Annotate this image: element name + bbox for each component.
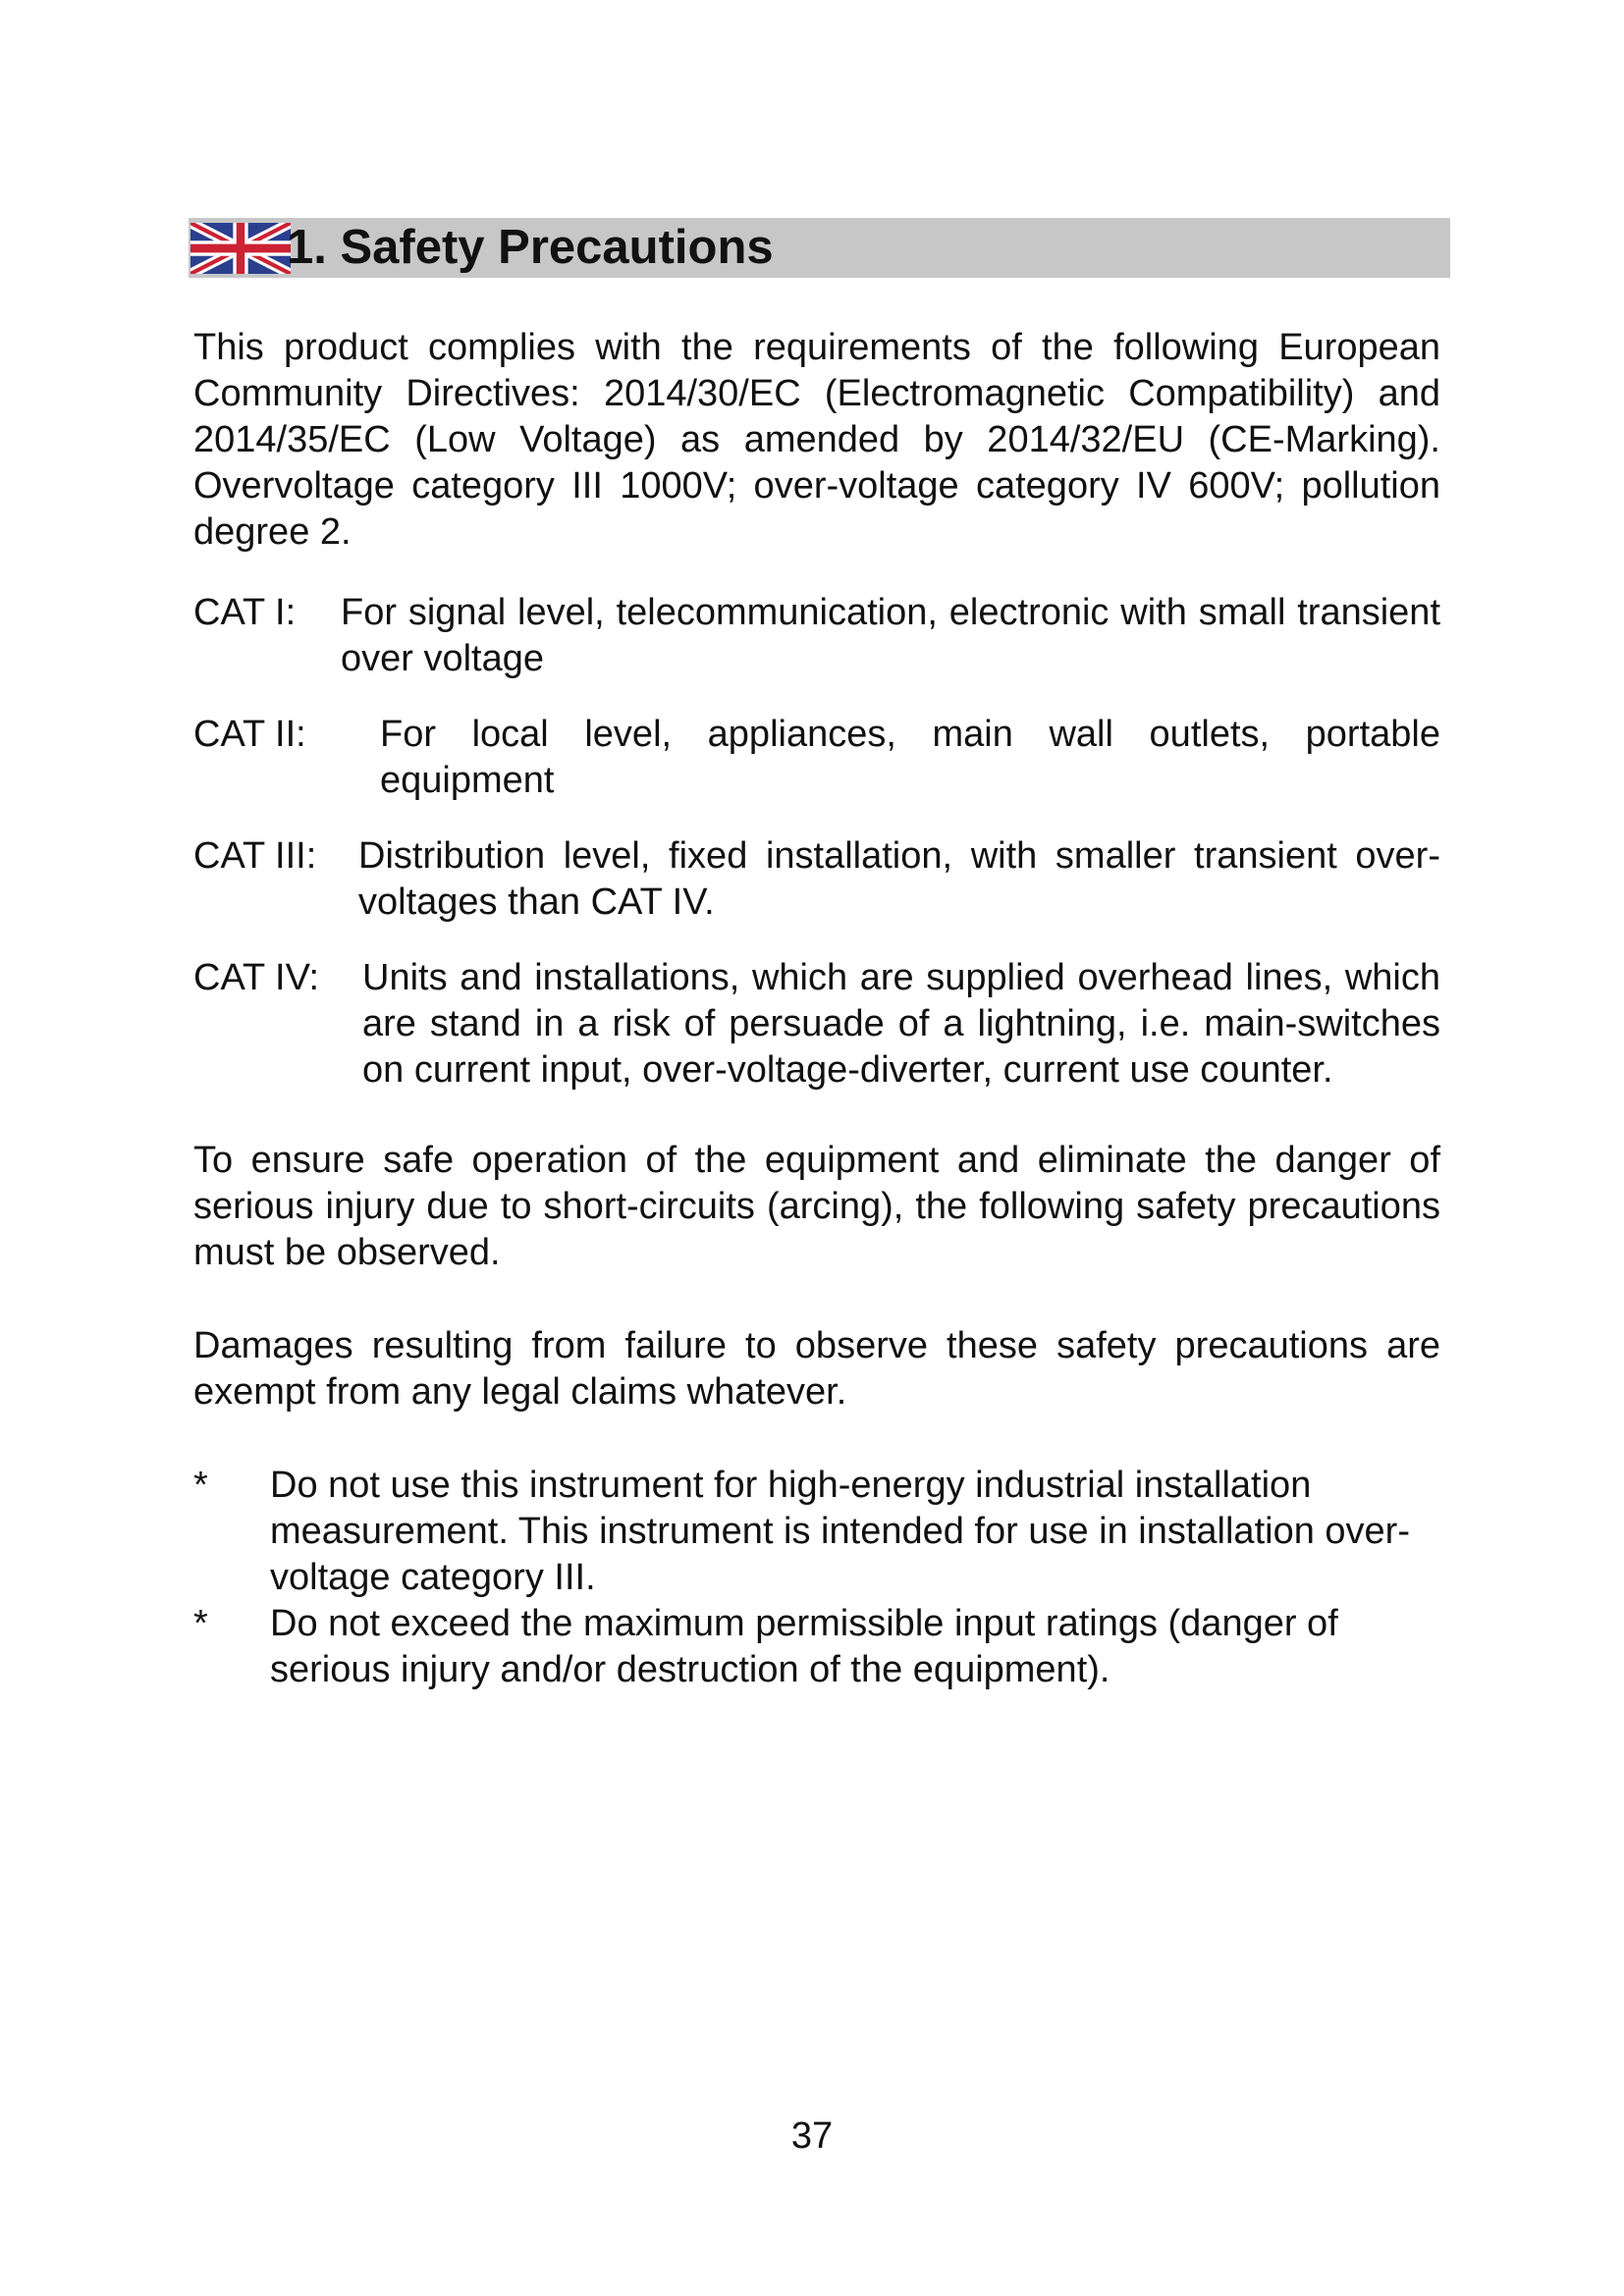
category-label: CAT III:	[193, 835, 317, 877]
bullet-item	[193, 1601, 1440, 1693]
category-item	[193, 833, 1440, 926]
bullet-list	[193, 1463, 1440, 1693]
bullet-item	[193, 1463, 1440, 1601]
bullet-mark: *	[193, 1465, 208, 1506]
body-paragraph: To ensure safe operation of the equipment and eliminate the danger of serious injury due to short-circuits (arcing), the following safety precautions must be observed.	[193, 1140, 1440, 1273]
category-text: Units and installations, which are supplied overhead lines, which are stand in a risk of persuade of a lightning, i.e. main-switches on current input, over-voltage-diverter, current use counter.	[362, 957, 1440, 1091]
page-content	[193, 325, 1440, 1693]
page-number: 37	[790, 2115, 834, 2157]
category-text: Distribution level, fixed installation, with smaller transient over-voltages than CAT IV.	[358, 835, 1440, 923]
category-label: CAT II:	[193, 714, 306, 755]
category-label: CAT I:	[193, 592, 297, 633]
category-label: CAT IV:	[193, 957, 320, 998]
category-text: For local level, appliances, main wall outlets, portable equipment	[380, 714, 1440, 801]
intro-paragraph: This product complies with the requirements of the following European Community Directives: 2014/30/EC (Electromagnetic Compatibility) and 2014/35/EC (Low Voltage) as amended by 2014/32/EU (CE-Marking). Overvoltage category III 1000V; over-voltage category IV 600V; pollution degree 2.	[193, 327, 1440, 553]
bullet-text: Do not use this instrument for high-energy industrial installation measurement. This instrument is intended for use in installation over-voltage category III.	[270, 1465, 1410, 1598]
body-paragraph: Damages resulting from failure to observe these safety precautions are exempt from any legal claims whatever.	[193, 1325, 1440, 1413]
category-item	[193, 955, 1440, 1094]
bullet-mark: *	[193, 1603, 208, 1644]
uk-flag-icon	[190, 223, 291, 274]
category-text: For signal level, telecommunication, electronic with small transient over voltage	[341, 592, 1440, 679]
category-item	[193, 590, 1440, 682]
bullet-text: Do not exceed the maximum permissible input ratings (danger of serious injury and/or destruction of the equipment).	[270, 1603, 1338, 1690]
page-title: 1. Safety Precautions	[287, 221, 774, 274]
section-heading	[189, 218, 1450, 278]
category-item	[193, 712, 1440, 804]
